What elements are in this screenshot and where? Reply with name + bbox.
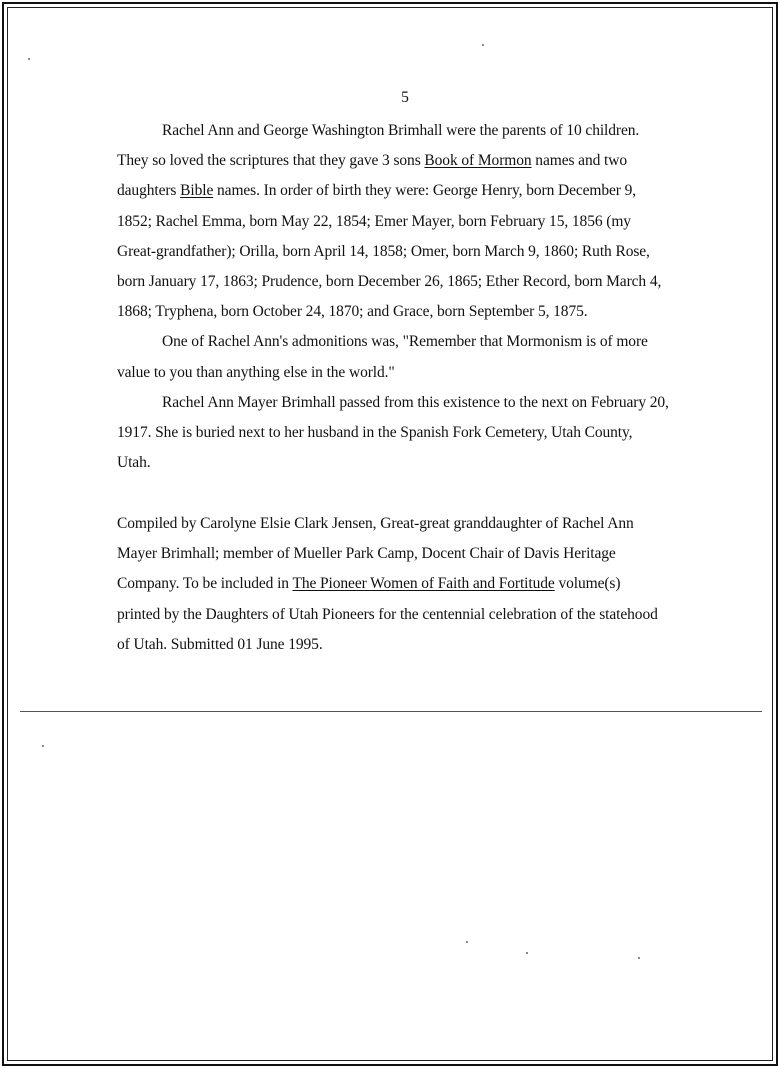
biography-text (117, 116, 677, 478)
p1-line-2-end: names and two (531, 152, 627, 170)
bible-underlined: Bible (180, 182, 214, 200)
scan-speck (42, 745, 44, 747)
volume-title-underlined: The Pioneer Women of Faith and Fortitude (292, 575, 555, 593)
p2-line-2: value to you than anything else in the world." (117, 363, 395, 381)
credit-line-3 (117, 569, 677, 599)
p1-line-3-end: names. In order of birth they were: George Henry, born December 9, (213, 182, 637, 200)
p1-line-3-start: daughters (117, 182, 181, 200)
credit-line-5: of Utah. Submitted 01 June 1995. (117, 635, 323, 653)
scan-speck (466, 941, 468, 943)
p1-line-2-start: They so loved the scriptures that they gave 3 sons (117, 152, 425, 170)
p1-line-2 (117, 146, 677, 176)
compiler-credit (117, 509, 677, 660)
p3-line-1: Rachel Ann Mayer Brimhall passed from this existence to the next on February 20, (162, 393, 669, 411)
p1-line-3 (117, 176, 677, 206)
credit-line-4: printed by the Daughters of Utah Pioneers for the centennial celebration of the statehood (117, 605, 658, 623)
book-of-mormon-underlined: Book of Mormon (424, 152, 532, 170)
credit-line-2: Mayer Brimhall; member of Mueller Park Camp, Docent Chair of Davis Heritage (117, 545, 616, 563)
scan-speck (482, 44, 484, 46)
p1-line-4: 1852; Rachel Emma, born May 22, 1854; Emer Mayer, born February 15, 1856 (my (117, 212, 631, 230)
horizontal-rule (20, 711, 762, 712)
credit-line-3-start: Company. To be included in (117, 575, 293, 593)
p1-line-7: 1868; Tryphena, born October 24, 1870; and Grace, born September 5, 1875. (117, 303, 588, 321)
p2-line-1: One of Rachel Ann's admonitions was, "Remember that Mormonism is of more (162, 333, 648, 351)
scan-speck (28, 58, 30, 60)
scan-speck (526, 952, 528, 954)
p1-line-1: Rachel Ann and George Washington Brimhall were the parents of 10 children. (162, 122, 640, 139)
p3-line-3: Utah. (117, 454, 151, 472)
p3-line-2: 1917. She is buried next to her husband in the Spanish Fork Cemetery, Utah County, (117, 424, 633, 442)
p1-line-6: born January 17, 1863; Prudence, born December 26, 1865; Ether Record, born March 4, (117, 273, 662, 291)
page-number: 5 (401, 89, 409, 106)
p1-line-5: Great-grandfather); Orilla, born April 14, 1858; Omer, born March 9, 1860; Ruth Rose, (117, 242, 650, 260)
scan-speck (638, 957, 640, 959)
credit-line-3-end: volume(s) (554, 575, 621, 593)
credit-line-1: Compiled by Carolyne Elsie Clark Jensen, Great-great granddaughter of Rachel Ann (117, 515, 634, 532)
